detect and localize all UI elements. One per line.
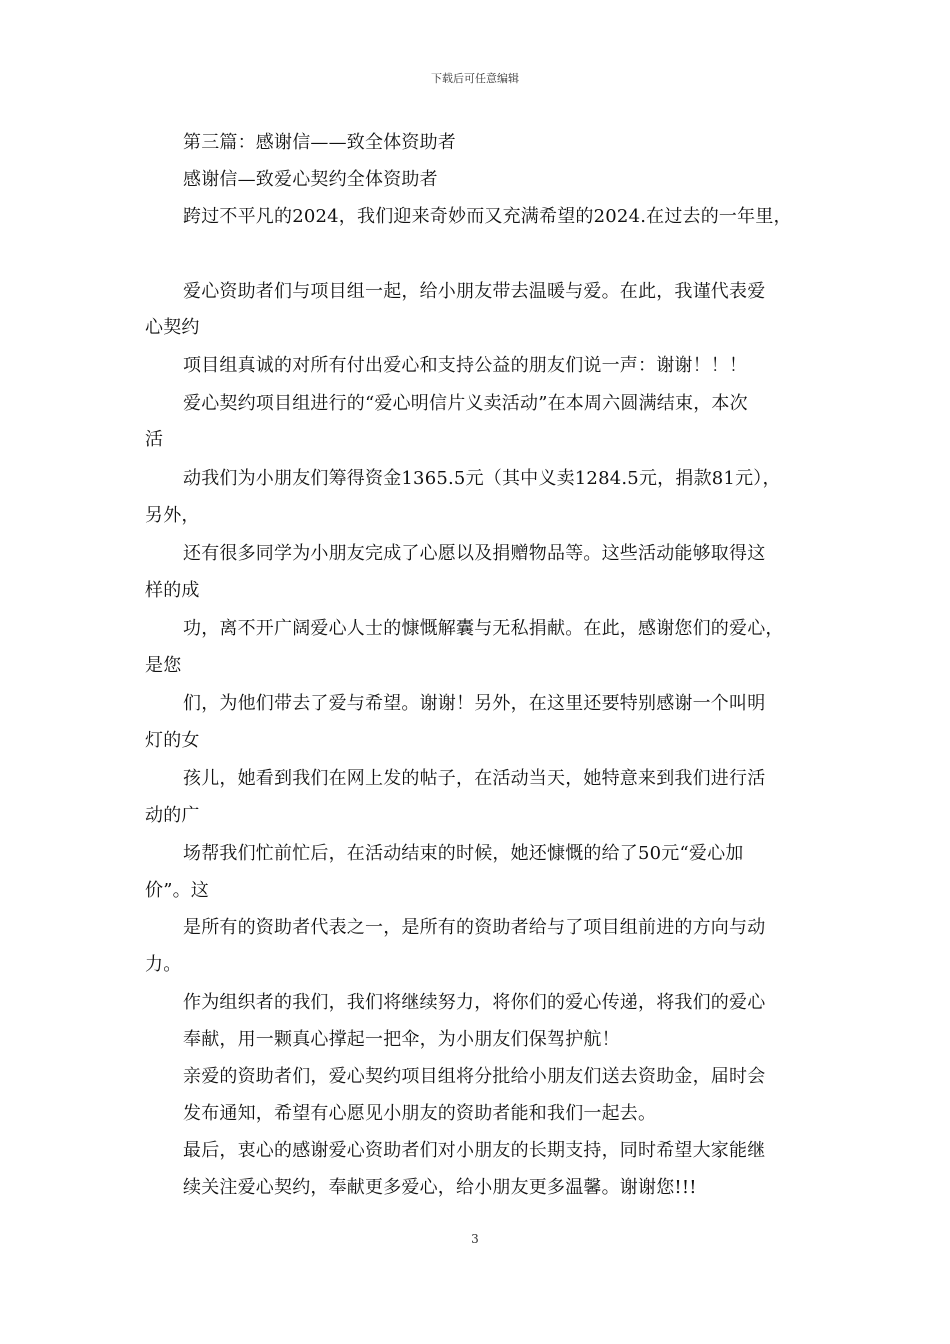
body-line: 活	[145, 429, 164, 450]
body-line: 奉献，用一颗真心撑起一把伞，为小朋友们保驾护航！	[183, 1029, 620, 1050]
body-line: 亲爱的资助者们，爱心契约项目组将分批给小朋友们送去资助金，届时会	[183, 1066, 766, 1087]
body-line: 是所有的资助者代表之一，是所有的资助者给与了项目组前进的方向与动	[183, 917, 766, 938]
body-line: 另外，	[145, 505, 200, 526]
body-line: 功，离不开广阔爱心人士的慷慨解囊与无私捐献。在此，感谢您们的爱心，	[183, 618, 784, 639]
page-number: 3	[471, 1232, 479, 1246]
body-line: 力。	[145, 954, 182, 975]
body-line: 项目组真诚的对所有付出爱心和支持公益的朋友们说一声：谢谢！！！	[183, 355, 748, 376]
body-line: 跨过不平凡的2024，我们迎来奇妙而又充满希望的2024.在过去的一年里，	[183, 206, 792, 227]
body-line: 还有很多同学为小朋友完成了心愿以及捐赠物品等。这些活动能够取得这	[183, 543, 766, 564]
page-header: 下载后可任意编辑	[431, 72, 519, 85]
body-line: 灯的女	[145, 730, 200, 751]
body-line: 最后，衷心的感谢爱心资助者们对小朋友的长期支持，同时希望大家能继	[183, 1140, 766, 1161]
body-line: 爱心资助者们与项目组一起，给小朋友带去温暖与爱。在此，我谨代表爱	[183, 281, 766, 302]
body-line: 作为组织者的我们，我们将继续努力，将你们的爱心传递，将我们的爱心	[183, 992, 766, 1013]
body-line: 动我们为小朋友们筹得资金1365.5元（其中义卖1284.5元，捐款81元），	[183, 468, 781, 489]
body-line: 价”。这	[145, 880, 210, 901]
body-line: 续关注爱心契约，奉献更多爱心，给小朋友更多温馨。谢谢您!!!	[183, 1177, 697, 1198]
body-line: 场帮我们忙前忙后，在活动结束的时候，她还慷慨的给了50元“爱心加	[183, 843, 744, 864]
body-line: 孩儿，她看到我们在网上发的帖子，在活动当天，她特意来到我们进行活	[183, 768, 766, 789]
body-line: 样的成	[145, 580, 200, 601]
body-line: 心契约	[145, 317, 200, 338]
body-line: 动的广	[145, 805, 200, 826]
body-line: 们，为他们带去了爱与希望。谢谢！另外，在这里还要特别感谢一个叫明	[183, 693, 766, 714]
section-title: 第三篇：感谢信——致全体资助者	[183, 132, 456, 153]
letter-title: 感谢信—致爱心契约全体资助者	[183, 169, 438, 190]
body-line: 发布通知，希望有心愿见小朋友的资助者能和我们一起去。	[183, 1103, 657, 1124]
body-line: 是您	[145, 655, 182, 676]
body-line: 爱心契约项目组进行的“爱心明信片义卖活动”在本周六圆满结束，本次	[183, 393, 748, 414]
